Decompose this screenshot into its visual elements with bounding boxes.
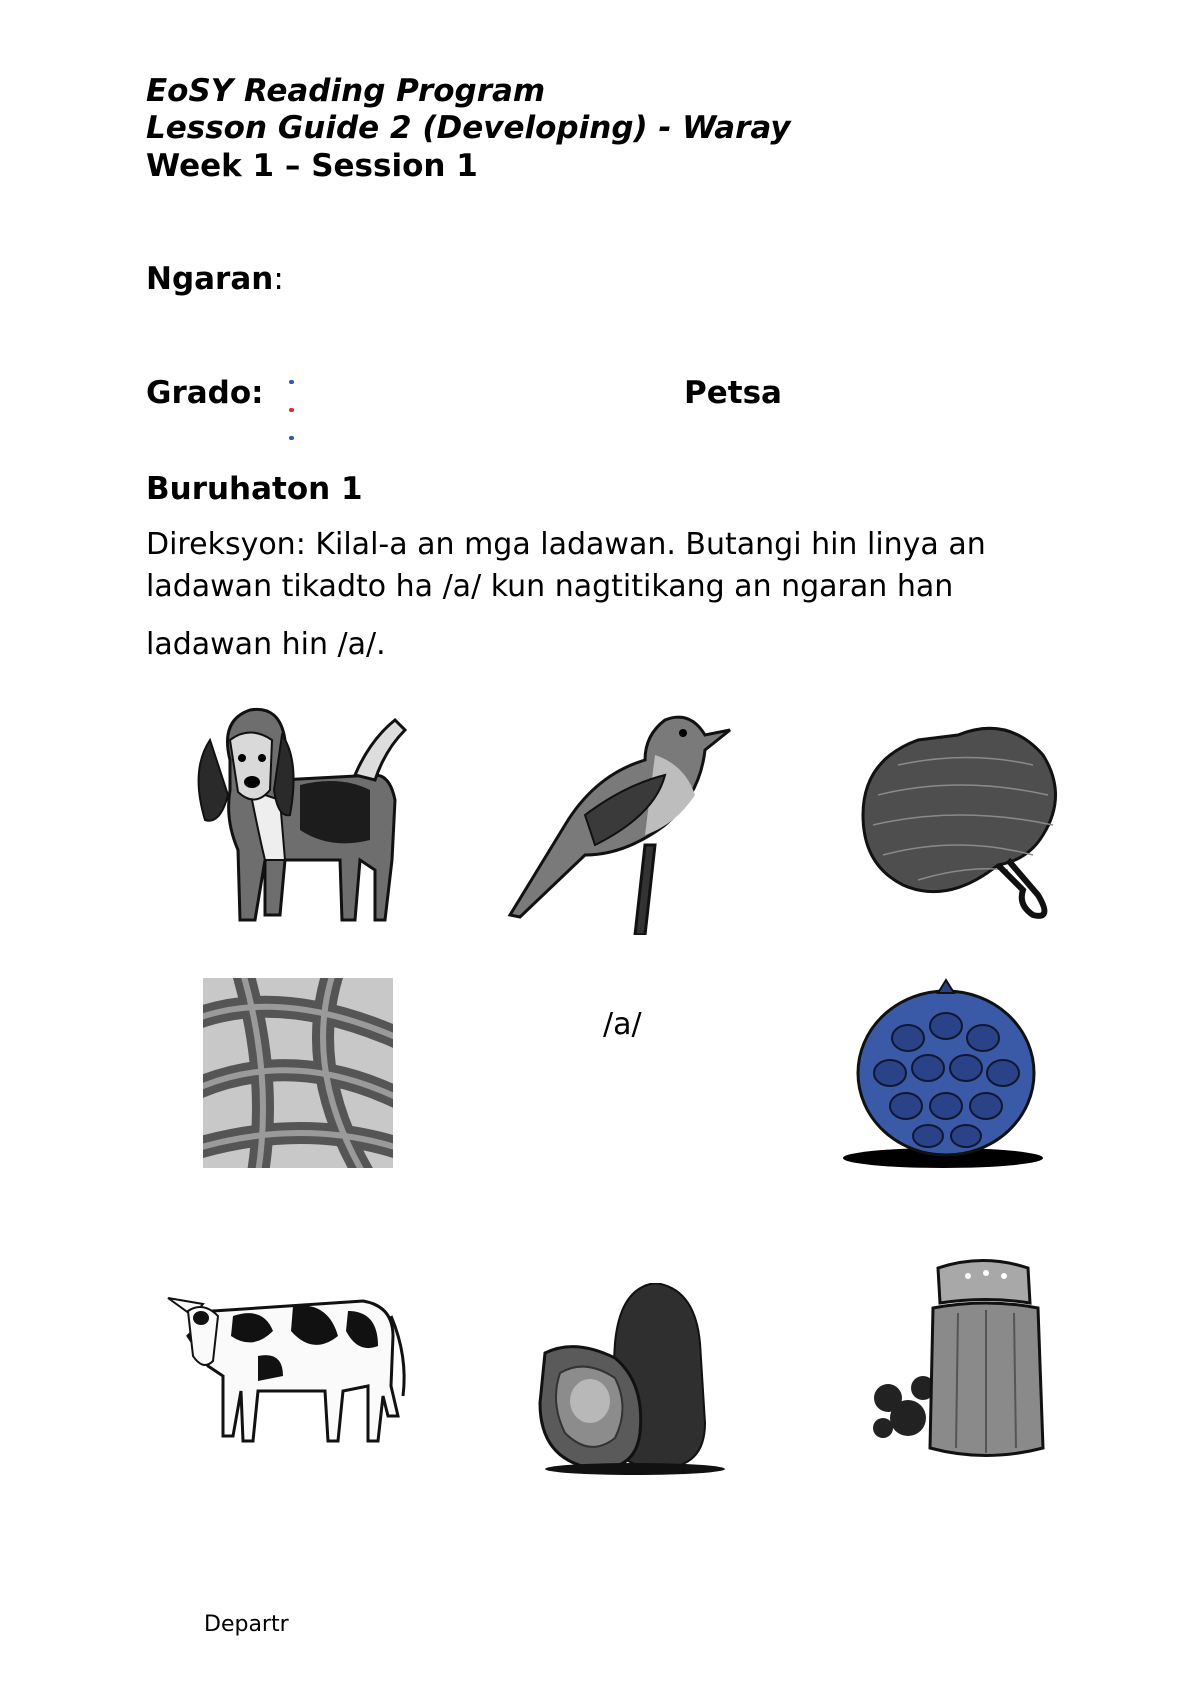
- date-label: Petsa: [684, 375, 782, 411]
- name-label: Ngaran: [146, 261, 274, 297]
- blue-marker-bottom: [289, 436, 294, 440]
- bird-icon: [505, 705, 755, 935]
- directions-line-3: ladawan hin /a/.: [146, 627, 386, 662]
- blue-marker-top: [289, 380, 294, 384]
- salt-shaker-icon: [868, 1258, 1058, 1463]
- lesson-title: Lesson Guide 2 (Developing) - Waray: [146, 110, 791, 146]
- avocado-icon: [535, 1283, 735, 1478]
- footer-text: Departr: [204, 1612, 289, 1637]
- custard-apple-icon: [838, 978, 1048, 1173]
- name-colon: :: [273, 261, 284, 297]
- directions-line-2: ladawan tikadto ha /a/ kun nagtitikang an ngaran han: [146, 569, 954, 604]
- activity-title: Buruhaton 1: [146, 471, 363, 507]
- directions-line-1: Direksyon: Kilal-a an mga ladawan. Butangi hin linya an: [146, 527, 986, 562]
- program-title: EoSY Reading Program: [146, 73, 546, 109]
- fan-icon: [858, 715, 1063, 925]
- session-title: Week 1 – Session 1: [146, 148, 478, 184]
- rope-icon: [203, 978, 393, 1168]
- grade-label: Grado:: [146, 375, 264, 411]
- dog-icon: [170, 700, 410, 930]
- sound-label: /a/: [603, 1007, 642, 1042]
- name-field: [146, 261, 284, 297]
- cow-icon: [163, 1276, 418, 1451]
- red-marker: [289, 408, 294, 412]
